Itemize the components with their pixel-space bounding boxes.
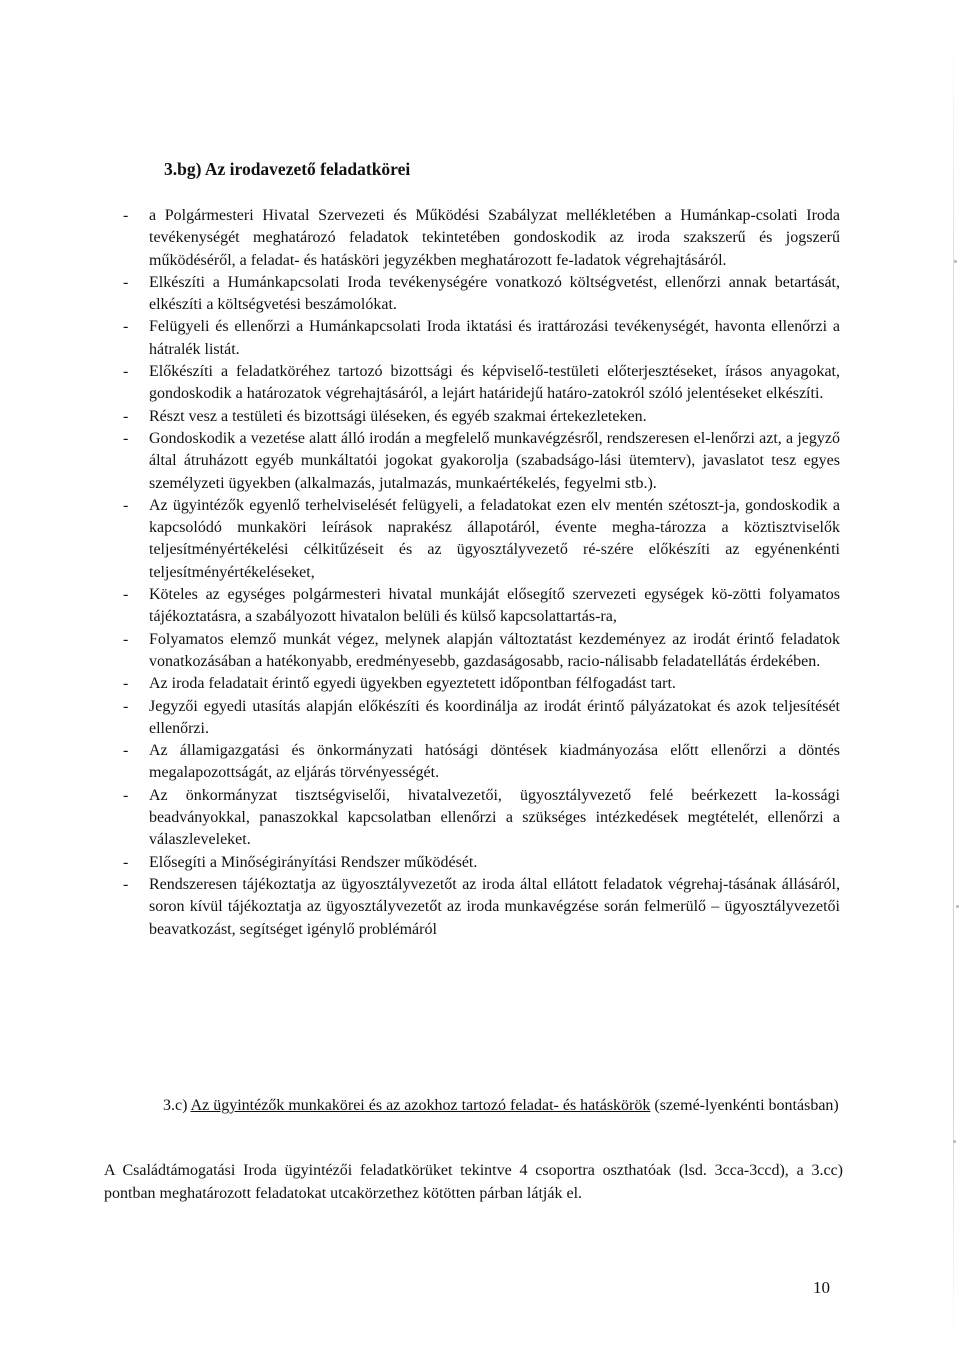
list-item-text: Gondoskodik a vezetése alatt álló irodán a megfelelő munkavégzésről, rendszeresen el-lenőrzi azt, a jegyző által átruházott egyéb munkáltatói jogokat gyakorolja (szabadságo-lási ütemterv), javaslatot tesz egyes személyzeti ügyekben (alkalmazás, jutalmazás, munkaértékelés, fegyelmi stb.). <box>149 429 840 492</box>
section-title: 3.bg) Az irodavezető feladatkörei <box>164 159 411 179</box>
duties-list <box>123 205 840 941</box>
subsection-title-underlined: Az ügyintézők munkakörei és az azokhoz tartozó feladat- és hatáskörök <box>190 1097 651 1114</box>
bullet-dash: - <box>123 318 129 336</box>
bullet-dash: - <box>123 273 129 291</box>
scan-speck <box>956 905 959 908</box>
list-item <box>123 495 840 584</box>
body-paragraph: A Családtámogatási Iroda ügyintézői feladatkörüket tekintve 4 csoportra oszthatóak (lsd. 3cca-3ccd), a 3.cc) pontban meghatározott feladatokat utcakörzethez kötötten párban látják el. <box>104 1162 843 1202</box>
list-item-text: Folyamatos elemző munkát végez, melynek alapján változtatást kezdeményez az irodát érintő feladatok vonatkozásában a hatékonyabb, eredményesebb, gazdaságosabb, racio-nálisabb feladatellátás érdekében. <box>149 630 840 670</box>
list-item-text: Jegyzői egyedi utasítás alapján előkészíti és koordinálja az irodát érintő pályázatokat és azok teljesítését ellenőrzi. <box>149 697 840 737</box>
list-item <box>123 272 840 317</box>
subsection-number: 3.c) <box>163 1097 188 1114</box>
list-item <box>123 406 840 428</box>
list-item-text: Az iroda feladatait érintő egyedi ügyekben egyeztetett időpontban félfogadást tart. <box>149 675 676 693</box>
scan-speck <box>953 1140 956 1143</box>
list-item-text: Elkészíti a Humánkapcsolati Iroda tevékenységére vonatkozó költségvetést, ellenőrzi annak betartását, elkészíti a költségvetési beszámolókat. <box>149 273 840 314</box>
list-item-text: Elősegíti a Minőségirányítási Rendszer működését. <box>149 853 478 871</box>
bullet-dash: - <box>123 875 129 893</box>
list-item-text: Rendszeresen tájékoztatja az ügyosztályvezetőt az iroda által ellátott feladatok végrehaj-tásának állásáról, soron kívül tájékoztatja az ügyosztályvezetőt az iroda munkavégzése során felmerülő – ügyosztályvezetői beavatkozást, segítséget igénylő problémáról <box>149 875 840 938</box>
bullet-dash: - <box>123 853 129 871</box>
bullet-dash: - <box>123 675 129 693</box>
scan-edge-line <box>953 40 954 1340</box>
list-item <box>123 874 840 941</box>
list-item-text: Részt vesz a testületi és bizottsági üléseken, és egyéb szakmai értekezleteken. <box>149 407 647 425</box>
list-item <box>123 316 840 361</box>
bullet-dash: - <box>123 429 129 447</box>
bullet-dash: - <box>123 207 129 224</box>
list-item-text: Az államigazgatási és önkormányzati hatósági döntések kiadmányozása előtt ellenőrzi a döntés megalapozottságát, az eljárás törvényességét. <box>149 742 840 782</box>
list-item <box>123 696 840 741</box>
list-item-text: Köteles az egységes polgármesteri hivatal munkáját elősegítő szervezeti egységek kö-zötti folyamatos tájékoztatásra, a szabályozott hivatalon belüli és külső kapcsolattartás-ra, <box>149 586 840 626</box>
list-item <box>123 673 840 695</box>
list-item-text: Az ügyintézők egyenlő terhelviselését felügyeli, a feladatokat ezen elv mentén szétoszt-ja, gondoskodik a kapcsolódó munkaköri leírások naprakész állapotáról, évente megha-tározza a köztisztviselők teljesítményértékelési célkitűzéseit és az ügyosztályvezető ré-szére előkészíti az egyénenkénti teljesítményértékeléseket, <box>149 496 840 581</box>
list-item <box>123 852 840 874</box>
bullet-dash: - <box>123 742 129 760</box>
bullet-dash: - <box>123 630 129 648</box>
list-item <box>123 740 840 785</box>
list-item <box>123 629 840 674</box>
bullet-dash: - <box>123 407 129 425</box>
list-item-text: a Polgármesteri Hivatal Szervezeti és Működési Szabályzat mellékletében a Humánkap-csolati Iroda tevékenységét meghatározó feladatok tekintetében gondoskodik az iroda szakszerű és jogszerű működéséről, a feladat- és hatásköri jegyzékben meghatározott fe-ladatok végrehajtásáról. <box>149 207 840 269</box>
page-number: 10 <box>813 1278 830 1297</box>
list-item <box>123 428 840 495</box>
scan-speck <box>954 260 957 263</box>
list-item <box>123 361 840 406</box>
list-item <box>123 584 840 629</box>
bullet-dash: - <box>123 363 129 381</box>
subsection-heading <box>163 1095 843 1118</box>
list-item <box>123 205 840 272</box>
list-item <box>123 785 840 852</box>
list-item-text: Az önkormányzat tisztségviselői, hivatalvezetői, ügyosztályvezető felé beérkezett la-kossági beadványokkal, panaszokkal kapcsolatban ellenőrzi a szükséges intézkedések megtételét, ellenőrzi a válaszleveleket. <box>149 786 840 849</box>
subsection-title-rest: (szemé-lyenkénti bontásban) <box>654 1097 839 1114</box>
bullet-dash: - <box>123 697 129 715</box>
list-item-text: Felügyeli és ellenőrzi a Humánkapcsolati Iroda iktatási és irattározási tevékenységét, havonta ellenőrzi a hátralék listát. <box>149 318 840 358</box>
bullet-dash: - <box>123 786 129 804</box>
bullet-dash: - <box>123 586 129 604</box>
bullet-dash: - <box>123 496 129 514</box>
list-item-text: Előkészíti a feladatköréhez tartozó bizottsági és képviselő-testületi előterjesztéseket, írásos anyagokat, gondoskodik a határozatok végrehajtásáról, a lejárt határidejű határo-zatokról szóló jelentéseket elkészíti. <box>149 363 840 403</box>
